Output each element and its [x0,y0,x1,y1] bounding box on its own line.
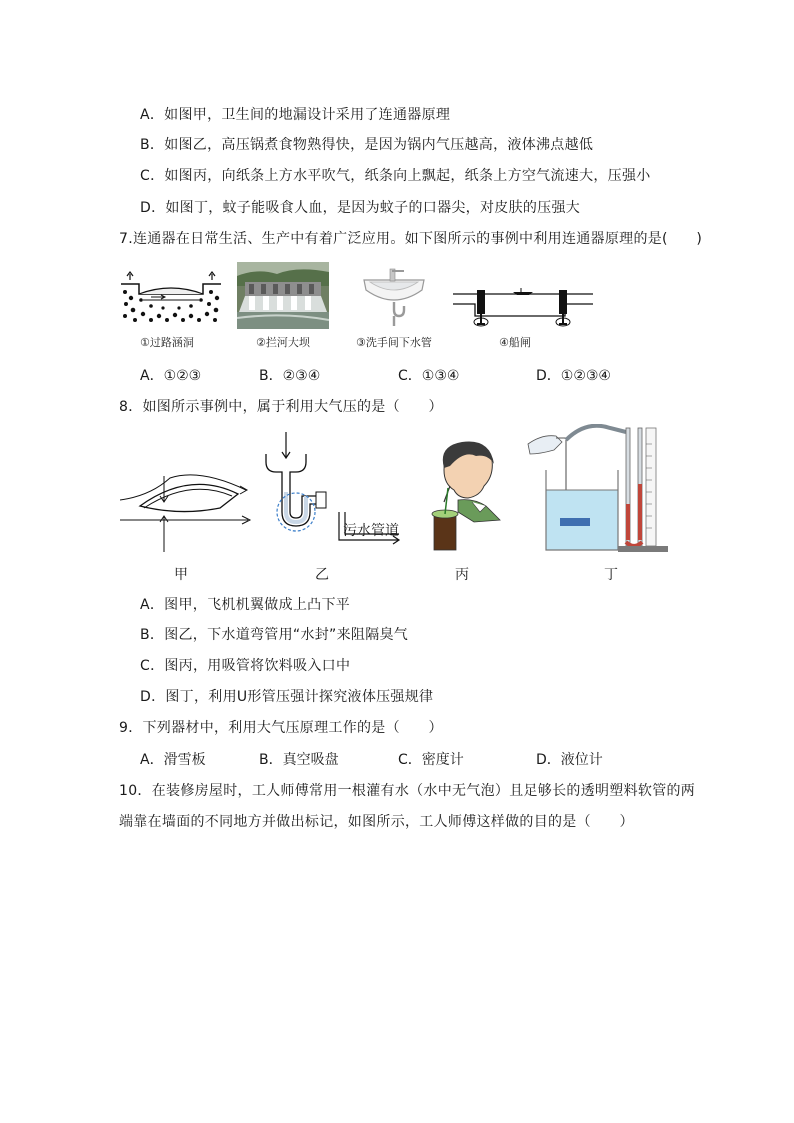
q9-option-c: C．密度计 [398,752,464,768]
q10-stem-line1: 10．在装修房屋时，工人师傅常用一根灌有水（水中无气泡）且足够长的透明塑料软管的两 [119,783,696,799]
q6-option-c: C．如图丙，向纸条上方水平吹气，纸条向上飘起，纸条上方空气流速大，压强小 [140,168,651,184]
q10-stem-line2: 端靠在墙面的不同地方并做出标记，如图所示，工人师傅这样做的目的是（ ） [119,814,634,830]
caption-ship-lock: ④船闸 [499,336,531,349]
q8-stem: 8．如图所示事例中，属于利用大气压的是（ ） [119,399,443,415]
figure-label-bing: 丙 [455,567,469,583]
airfoil-figure [120,468,260,554]
q9-stem: 9．下列器材中，利用大气压原理工作的是（ ） [119,720,443,736]
caption-drain-pipe: ③洗手间下水管 [356,336,432,349]
q8-option-d: D．图丁，利用U形管压强计探究液体压强规律 [140,689,434,705]
q8-option-c: C．图丙，用吸管将饮料吸入口中 [140,658,351,674]
q7-option-c: C．①③④ [398,368,460,384]
caption-culvert: ①过路涵洞 [140,336,194,349]
caption-dam: ②拦河大坝 [256,336,310,349]
ship-lock-figure [453,286,593,328]
q7-option-b: B．②③④ [259,368,321,384]
sewer-pipe-label: 污水管道 [343,523,399,539]
q6-option-b: B．如图乙，高压锅煮食物熟得快，是因为锅内气压越高，液体沸点越低 [140,137,594,153]
figure-label-jia: 甲 [174,567,188,583]
q7-option-d: D．①②③④ [536,368,611,384]
q9-option-d: D．液位计 [536,752,603,768]
boy-drinking-figure [428,440,508,552]
dam-photo [237,262,329,329]
culvert-figure [121,270,221,324]
q7-stem: 7.连通器在日常生活、生产中有着广泛应用。如下图所示的事例中利用连通器原理的是( ) [119,231,703,247]
figure-label-yi: 乙 [315,567,329,583]
q7-option-a: A．①②③ [140,368,202,384]
washbasin-figure [358,266,430,328]
q9-option-b: B．真空吸盘 [259,752,339,768]
q9-option-a: A．滑雪板 [140,752,206,768]
pressure-gauge-figure [526,424,670,556]
q6-option-d: D．如图丁，蚊子能吸食人血，是因为蚊子的口器尖，对皮肤的压强大 [140,200,581,216]
q8-option-a: A．图甲，飞机机翼做成上凸下平 [140,597,351,613]
q8-option-b: B．图乙，下水道弯管用“水封”来阻隔臭气 [140,627,409,643]
figure-label-ding: 丁 [604,567,618,583]
q6-option-a: A．如图甲，卫生间的地漏设计采用了连通器原理 [140,107,451,123]
